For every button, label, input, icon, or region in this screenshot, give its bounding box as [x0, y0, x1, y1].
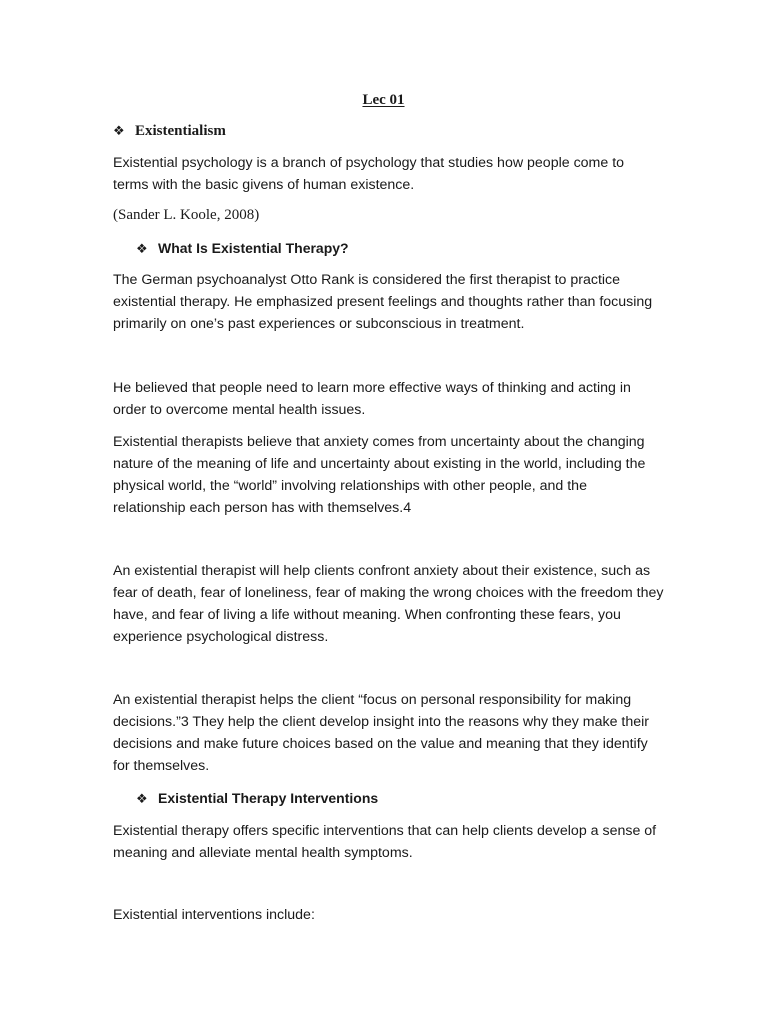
section-heading-interventions: [136, 790, 378, 807]
diamond-bullet-icon: ❖: [136, 241, 148, 256]
paragraph-personal-responsibility: An existential therapist helps the client “focus on personal responsibility for making decisions.”3 They help the client develop insight into the reasons why they make their decisions and make future choices based on the value and meaning that they identify for themselves.: [113, 692, 650, 774]
paragraph-specific-interventions: Existential therapy offers specific interventions that can help clients develop a sense of meaning and alleviate mental health symptoms.: [113, 823, 657, 861]
paragraph-effective-ways: He believed that people need to learn more effective ways of thinking and acting in order to overcome mental health issues.: [113, 380, 631, 418]
paragraph-interventions-include: Existential interventions include:: [113, 907, 315, 923]
paragraph-confront-anxiety: An existential therapist will help clients confront anxiety about their existence, such as fear of death, fear of loneliness, fear of making the wrong choices with the freedom they have, and fear of living a life without meaning. When confronting these fears, you experience psychological distress.: [113, 563, 664, 645]
paragraph-anxiety-uncertainty: Existential therapists believe that anxiety comes from uncertainty about the changing nature of the meaning of life and uncertainty about existing in the world, including the physical world, the “world” involving relationships with other people, and the relationship each person has with themselves.4: [113, 434, 646, 516]
section-heading-label: What Is Existential Therapy?: [158, 240, 349, 256]
lecture-title: Lec 01: [362, 92, 405, 108]
diamond-bullet-icon: ❖: [136, 791, 148, 806]
diamond-bullet-icon: ❖: [113, 123, 125, 138]
paragraph-otto-rank: The German psychoanalyst Otto Rank is considered the first therapist to practice existential therapy. He emphasized present feelings and thoughts rather than focusing primarily on one’s past experiences or subconscious in treatment.: [113, 272, 653, 332]
section-heading-label: Existentialism: [135, 123, 226, 139]
section-heading-what-is-existential-therapy: [136, 240, 349, 257]
citation: (Sander L. Koole, 2008): [113, 207, 260, 223]
section-heading-existentialism: [113, 123, 226, 140]
paragraph-existential-psychology: Existential psychology is a branch of psychology that studies how people come to terms with the basic givens of human existence.: [113, 155, 625, 193]
document-page: [113, 0, 678, 1024]
section-heading-label: Existential Therapy Interventions: [158, 790, 379, 806]
